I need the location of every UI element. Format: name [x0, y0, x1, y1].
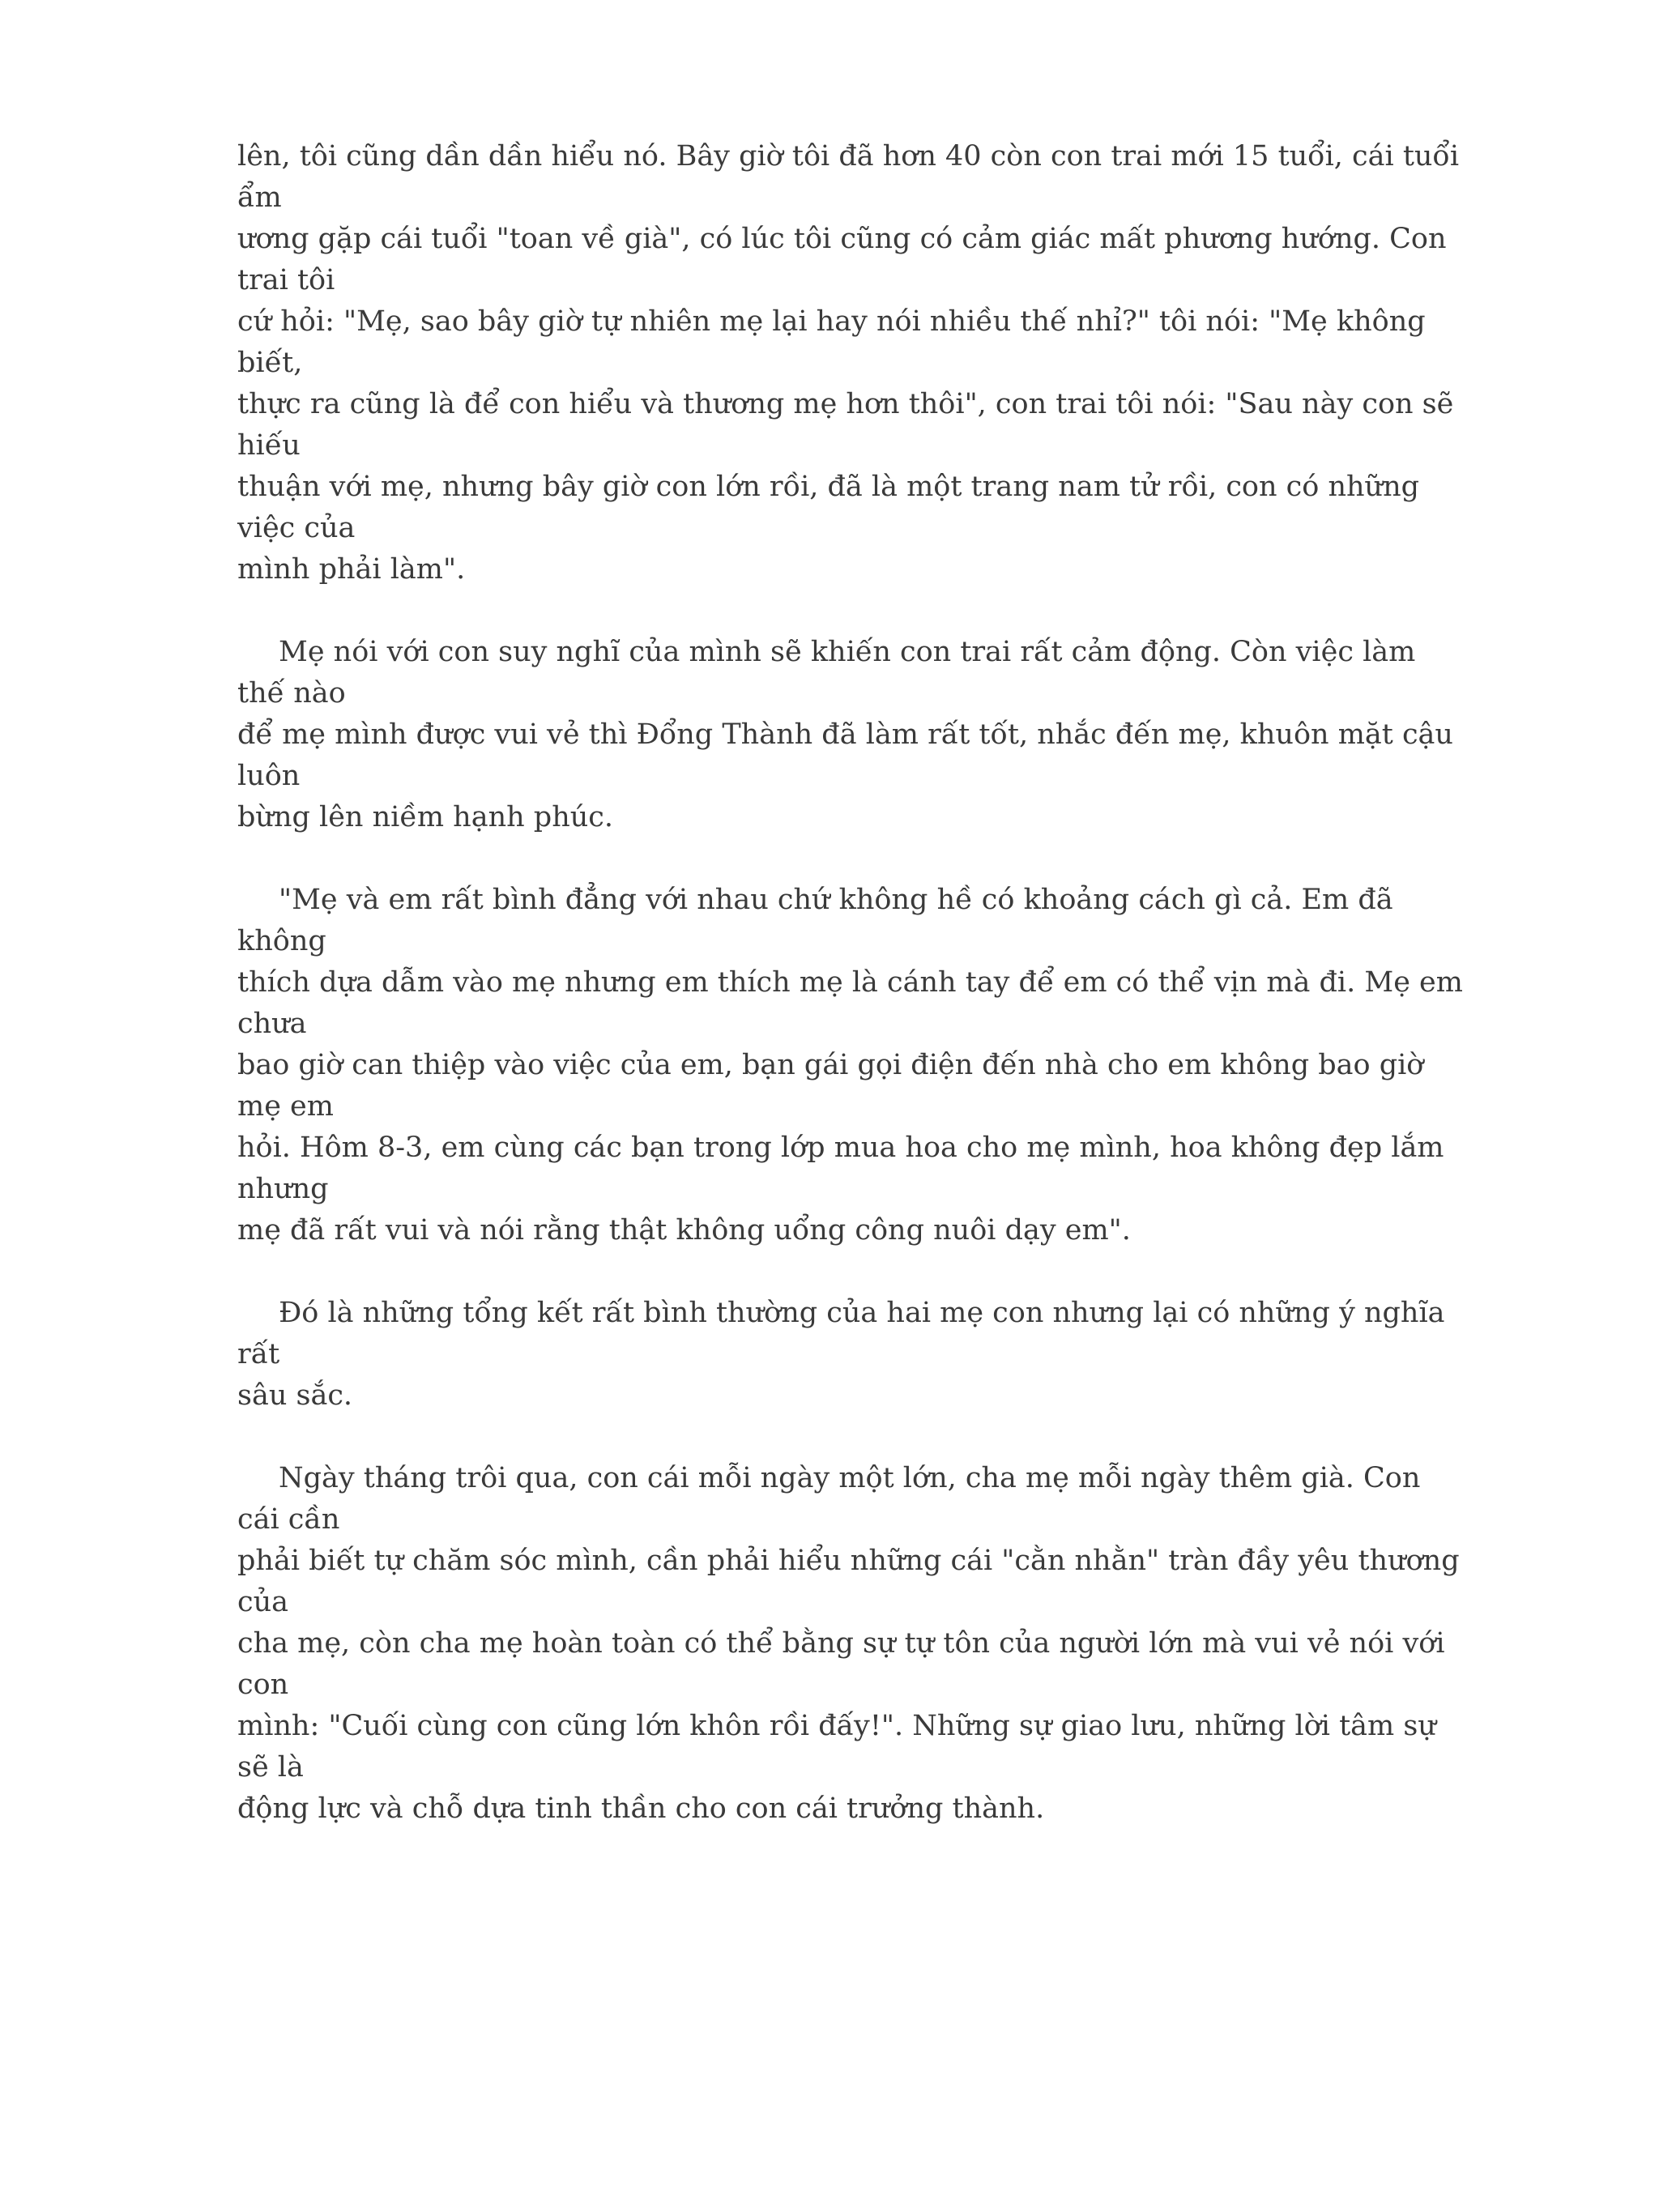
- document-body: [237, 136, 1469, 1871]
- paragraph-5: Ngày tháng trôi qua, con cái mỗi ngày một lớn, cha mẹ mỗi ngày thêm già. Con cái cần phải biết tự chăm sóc mình, cần phải hiểu những cái "cằn nhằn" tràn đầy yêu thương của cha mẹ, còn cha mẹ hoàn toàn có thể bằng sự tự tôn của người lớn mà vui vẻ nói với con mình: "Cuối cùng con cũng lớn khôn rồi đấy!". Những sự giao lưu, những lời tâm sự sẽ là động lực và chỗ dựa tinh thần cho con cái trưởng thành.: [237, 1462, 1460, 1825]
- paragraph-2: Mẹ nói với con suy nghĩ của mình sẽ khiến con trai rất cảm động. Còn việc làm thế nào để mẹ mình được vui vẻ thì Đổng Thành đã làm rất tốt, nhắc đến mẹ, khuôn mặt cậu luôn bừng lên niềm hạnh phúc.: [237, 636, 1453, 833]
- paragraph-4: Đó là những tổng kết rất bình thường của hai mẹ con nhưng lại có những ý nghĩa rất sâu sắc.: [237, 1297, 1445, 1412]
- paragraph-1: lên, tôi cũng dần dần hiểu nó. Bây giờ tôi đã hơn 40 còn con trai mới 15 tuổi, cái tuổi ẩm ương gặp cái tuổi "toan về già", có lúc tôi cũng có cảm giác mất phương hướng. Con trai tôi cứ hỏi: "Mẹ, sao bây giờ tự nhiên mẹ lại hay nói nhiều thế nhỉ?" tôi nói: "Mẹ không biết, thực ra cũng là để con hiểu và thương mẹ hơn thôi", con trai tôi nói: "Sau này con sẽ hiếu thuận với mẹ, nhưng bây giờ con lớn rồi, đã là một trang nam tử rồi, con có những việc của mình phải làm".: [237, 140, 1460, 586]
- paragraph-3: "Mẹ và em rất bình đẳng với nhau chứ không hề có khoảng cách gì cả. Em đã không thích dựa dẫm vào mẹ nhưng em thích mẹ là cánh tay để em có thể vịn mà đi. Mẹ em chưa bao giờ can thiệp vào việc của em, bạn gái gọi điện đến nhà cho em không bao giờ mẹ em hỏi. Hôm 8-3, em cùng các bạn trong lớp mua hoa cho mẹ mình, hoa không đẹp lắm nhưng mẹ đã rất vui và nói rằng thật không uổng công nuôi dạy em".: [237, 884, 1463, 1247]
